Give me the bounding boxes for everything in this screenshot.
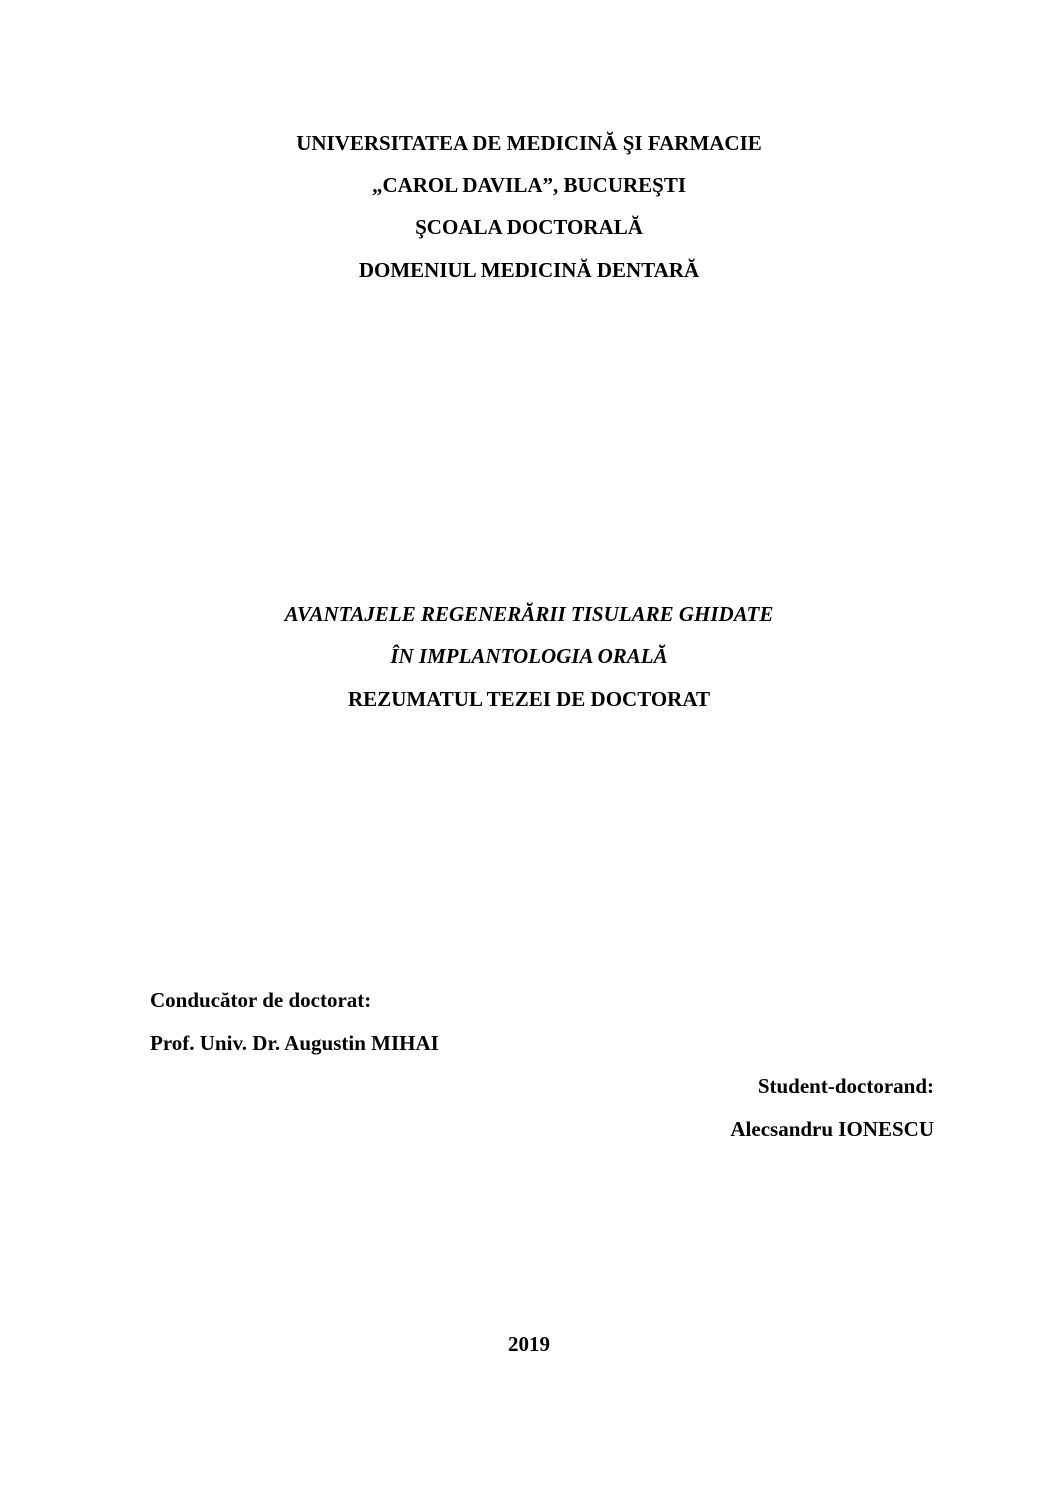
supervisor-name: Prof. Univ. Dr. Augustin MIHAI xyxy=(150,1031,439,1055)
university-heading: UNIVERSITATEA DE MEDICINĂ ŞI FARMACIE xyxy=(296,131,762,155)
doctoral-school: ŞCOALA DOCTORALĂ xyxy=(415,215,643,239)
supervisor-label: Conducător de doctorat: xyxy=(150,988,372,1012)
field-of-study: DOMENIUL MEDICINĂ DENTARĂ xyxy=(358,258,700,282)
student-label: Student-doctorand: xyxy=(757,1074,934,1098)
thesis-title-line-2: ÎN IMPLANTOLOGIA ORALĂ xyxy=(390,644,668,668)
university-name: „CAROL DAVILA”, BUCUREŞTI xyxy=(371,173,687,197)
thesis-title-line-1: AVANTAJELE REGENERĂRII TISULARE GHIDATE xyxy=(284,602,774,626)
thesis-subtitle: REZUMATUL TEZEI DE DOCTORAT xyxy=(348,687,710,711)
student-name: Alecsandru IONESCU xyxy=(730,1117,934,1141)
year: 2019 xyxy=(508,1332,550,1356)
